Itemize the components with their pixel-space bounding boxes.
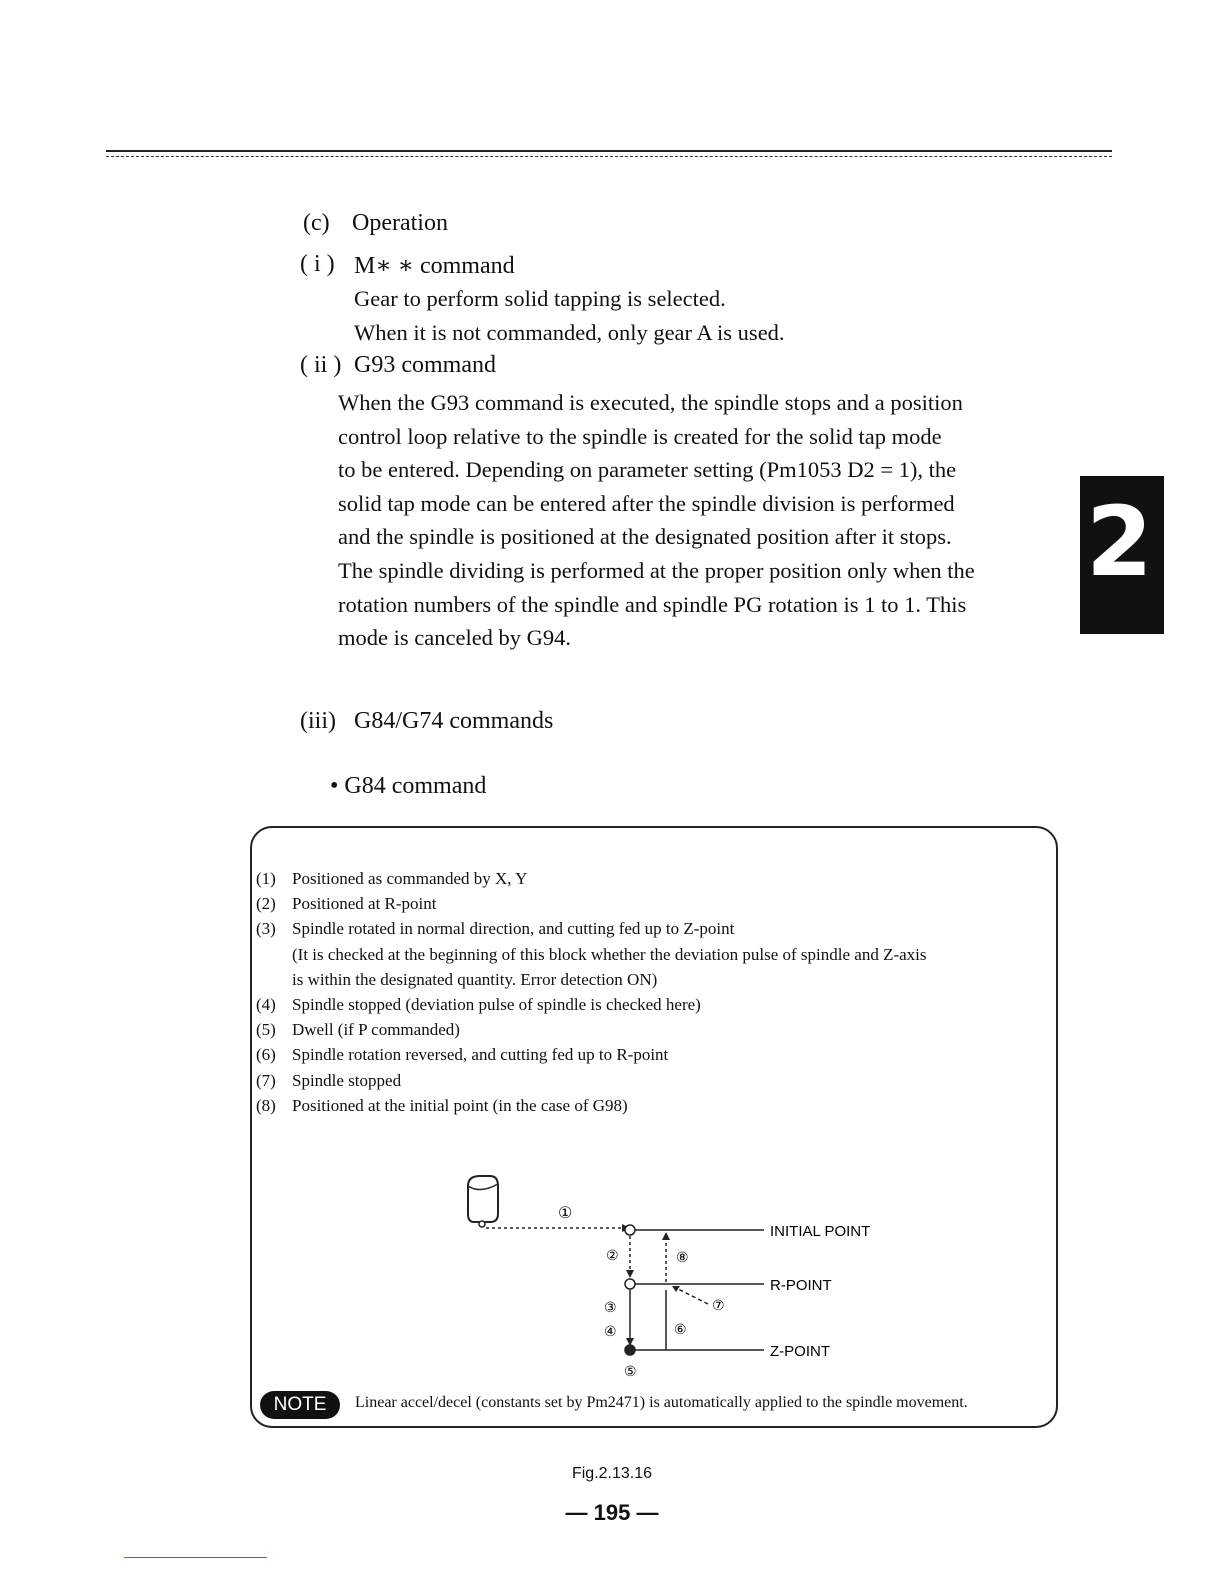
item-label-ii: ( ii ): [300, 352, 342, 378]
g93-line: solid tap mode can be entered after the spindle division is performed: [338, 490, 955, 516]
step-number: (3): [256, 919, 276, 939]
section-title: Operation: [352, 210, 448, 236]
arrow-head: [672, 1286, 680, 1292]
footer-line: [124, 1557, 267, 1558]
initial-point-marker: [625, 1225, 635, 1235]
step-item: [256, 891, 1056, 916]
g93-line: control loop relative to the spindle is created for the solid tap mode: [338, 423, 942, 449]
g93-line: mode is canceled by G94.: [338, 625, 572, 651]
marker-5: ⑤: [624, 1363, 637, 1379]
step-text: Dwell (if P commanded): [292, 1020, 460, 1040]
step-text: Spindle stopped (deviation pulse of spindle is checked here): [292, 995, 701, 1015]
figure-caption: Fig.2.13.16: [571, 1465, 653, 1482]
item-label-iii: (iii): [300, 708, 336, 734]
pointer-7: [676, 1288, 708, 1304]
item-label-i: ( i ): [300, 251, 335, 277]
step-number: (8): [256, 1095, 276, 1115]
m-command-text: [354, 282, 914, 349]
step-text: Spindle rotated in normal direction, and cutting fed up to Z-point: [292, 919, 735, 939]
m-command-line: Gear to perform solid tapping is selected.: [354, 286, 726, 311]
step-item: [256, 1093, 1056, 1118]
note-badge: NOTE: [260, 1391, 340, 1419]
marker-3: ③: [604, 1299, 617, 1315]
step-text: Positioned at the initial point (in the case of G98): [292, 1095, 628, 1115]
tool-tip-line: [468, 1184, 498, 1190]
step-text: Positioned as commanded by X, Y: [292, 869, 528, 888]
z-point-label: Z-POINT: [770, 1343, 830, 1360]
g93-line: to be entered. Depending on parameter setting (Pm1053 D2 = 1), the: [338, 457, 957, 483]
step-text: (It is checked at the beginning of this block whether the deviation pulse of spindle and Z-axis: [292, 944, 927, 964]
r-point-marker: [625, 1279, 635, 1289]
section-label: (c): [303, 210, 330, 236]
item-title-m-command: M∗ ∗ command: [354, 253, 515, 279]
g84-bullet: • G84 command: [330, 773, 487, 799]
step-text: Spindle stopped: [292, 1070, 402, 1090]
page-number: — 195 —: [565, 1500, 659, 1525]
step-number: (5): [256, 1020, 276, 1040]
note-text: Linear accel/decel (constants set by Pm2471) is automatically applied to the spindle movement.: [355, 1394, 968, 1411]
step-item: [256, 992, 1056, 1017]
step-number: (7): [256, 1070, 276, 1090]
step-text: Positioned at R-point: [292, 894, 437, 914]
r-point-label: R-POINT: [770, 1277, 832, 1294]
arrow-head: [626, 1338, 634, 1346]
g93-line: and the spindle is positioned at the designated position after it stops.: [338, 524, 952, 550]
item-title-g93: G93 command: [354, 352, 496, 378]
g93-line: When the G93 command is executed, the spindle stops and a position: [338, 390, 963, 415]
step-list: [256, 866, 1056, 1118]
step-item: [256, 1017, 1056, 1042]
step-number: (4): [256, 995, 276, 1015]
marker-2: ②: [606, 1247, 619, 1263]
m-command-line: When it is not commanded, only gear A is used.: [354, 319, 785, 345]
tool-point: [479, 1221, 485, 1227]
g93-line: rotation numbers of the spindle and spindle PG rotation is 1 to 1. This: [338, 591, 967, 617]
chapter-number: 2: [1086, 486, 1153, 598]
item-title-g84-g74: G84/G74 commands: [354, 708, 554, 734]
marker-6: ⑥: [674, 1321, 687, 1337]
marker-4: ④: [604, 1323, 617, 1339]
marker-1: ①: [558, 1205, 573, 1222]
g93-line: The spindle dividing is performed at the proper position only when the: [338, 557, 975, 583]
header-rule-dashed: [106, 156, 1112, 157]
arrow-head: [626, 1270, 634, 1278]
step-item: [256, 1068, 1056, 1093]
step-number: (6): [256, 1045, 276, 1065]
step-item: [256, 866, 1056, 891]
arrow-head: [662, 1232, 670, 1240]
step-text: is within the designated quantity. Error detection ON): [292, 969, 658, 989]
marker-8: ⑧: [676, 1249, 689, 1265]
tool-icon: [468, 1176, 498, 1222]
step-item: [256, 1042, 1056, 1067]
step-number: (1): [256, 869, 276, 888]
header-rule: [106, 150, 1112, 152]
tapping-cycle-diagram: [460, 1174, 920, 1390]
step-text: Spindle rotation reversed, and cutting fed up to R-point: [292, 1045, 669, 1065]
marker-7: ⑦: [712, 1297, 725, 1313]
step-item: [256, 916, 1056, 992]
initial-point-label: INITIAL POINT: [770, 1223, 871, 1240]
chapter-tab: [1080, 476, 1164, 634]
z-point-marker: [625, 1345, 635, 1355]
g93-paragraph: [338, 386, 1058, 655]
step-number: (2): [256, 894, 276, 914]
